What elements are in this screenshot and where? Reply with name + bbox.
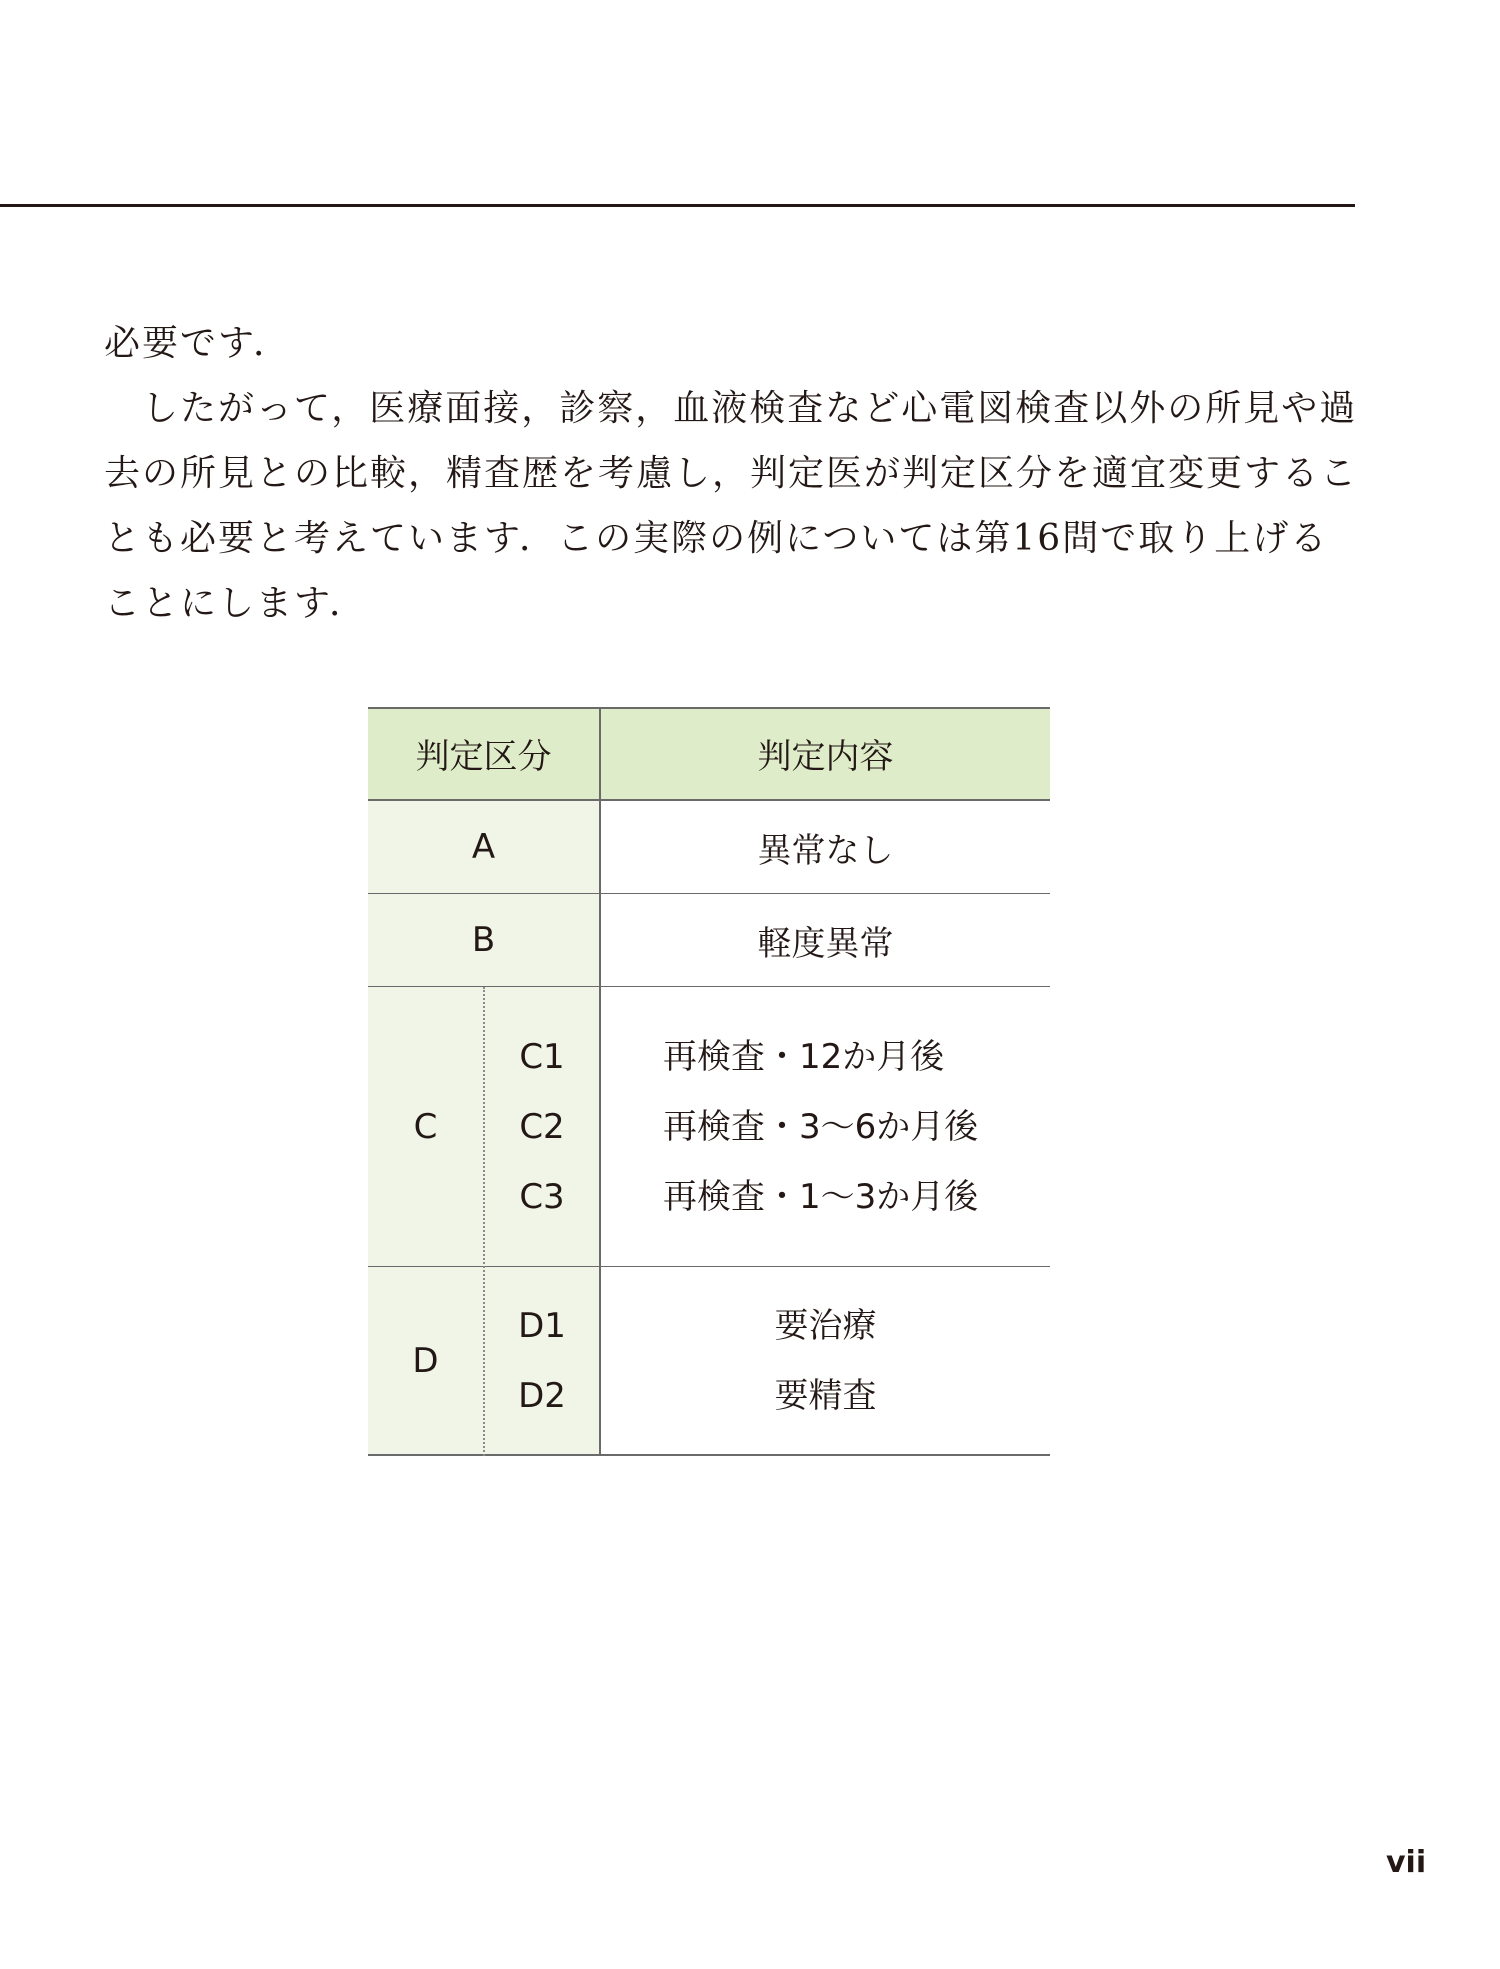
subgrades-c [485,987,599,1266]
page-number: vii [1386,1845,1427,1880]
table-bottom-rule [368,1454,1050,1456]
header-rule [0,204,1355,207]
content-d2: 要精査 [774,1375,877,1416]
paragraph-2 [104,376,1359,636]
header-grade: 判定区分 [415,736,552,777]
content-a: 異常なし [757,830,894,871]
subgrade-d2: D2 [518,1375,566,1416]
grade-b: B [471,920,496,960]
subgrade-c3: C3 [519,1176,565,1217]
paragraph-2-line: とも必要と考えています．この実際の例については第16問で取り上げる [104,518,1329,559]
contents-c [601,987,1050,1266]
grade-a: A [471,827,496,867]
grade-d: D [412,1340,439,1381]
paragraph-2-line: したがって，医療面接，診察，血液検査など心電図検査以外の所見や過 [104,388,1358,429]
judgment-table [368,707,1050,1456]
subgrades-d [485,1267,599,1454]
grade-c: C [413,1106,438,1147]
content-c1: 再検査・12か月後 [663,1036,945,1077]
content-c2: 再検査・3〜6か月後 [663,1106,979,1147]
content-d1: 要治療 [774,1305,877,1346]
contents-d [601,1267,1050,1454]
paragraph-2-line: ことにします． [104,583,368,624]
header-content: 判定内容 [757,736,894,777]
content-b: 軽度異常 [757,923,894,964]
paragraph-1-text: 必要です． [104,323,292,364]
content-c3: 再検査・1〜3か月後 [663,1176,979,1217]
subgrade-c1: C1 [519,1036,565,1077]
subgrade-c2: C2 [519,1106,565,1147]
subgrade-d1: D1 [518,1305,566,1346]
paragraph-1 [104,311,1354,376]
paragraph-2-line: 去の所見との比較，精査歴を考慮し，判定医が判定区分を適宜変更するこ [104,453,1359,494]
